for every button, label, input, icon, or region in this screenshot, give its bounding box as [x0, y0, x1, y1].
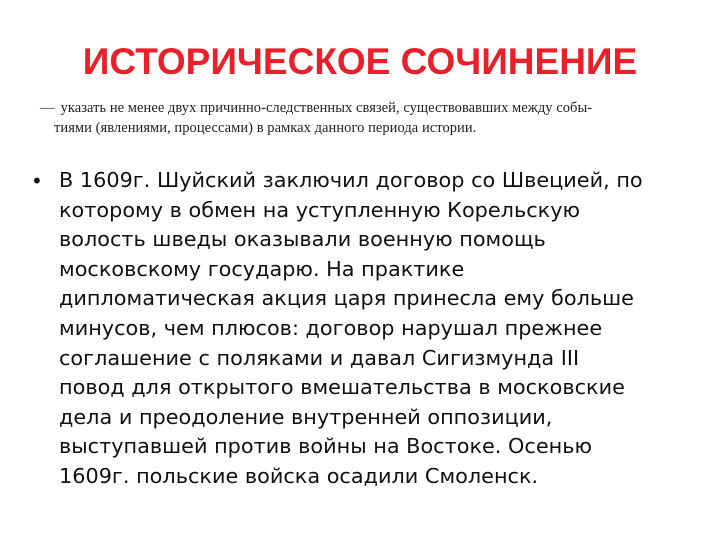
paragraph-line: дипломатическая акция царя принесла ему больше — [59, 286, 634, 311]
instruction-line-1 — [40, 98, 680, 118]
scanned-instruction — [40, 98, 680, 138]
paragraph-line: повод для открытого вмешательства в московские — [59, 375, 625, 400]
paragraph-text — [59, 166, 691, 492]
instruction-line-2: тиями (явлениями, процессами) в рамках данного периода истории. — [54, 120, 477, 136]
instruction-text-1: указать не менее двух причинно-следственных связей, существовавших между собы- — [60, 100, 593, 116]
bullet-icon: • — [31, 169, 43, 193]
paragraph-line: соглашение с поляками и давал Сигизмунда III — [59, 345, 580, 370]
instruction-dash: — — [40, 100, 55, 116]
bullet-paragraph — [31, 166, 691, 492]
paragraph-line: московскому государю. На практике — [59, 256, 465, 281]
paragraph-line: дела и преодоление внутренней оппозиции, — [59, 404, 553, 429]
paragraph-line: волость шведы оказывали военную помощь — [59, 227, 546, 252]
paragraph-line: выступавшей против войны на Востоке. Осенью — [59, 434, 592, 459]
paragraph-line: минусов, чем плюсов: договор нарушал прежнее — [59, 315, 603, 340]
paragraph-line: 1609г. польские войска осадили Смоленск. — [59, 463, 539, 488]
paragraph-line: которому в обмен на уступленную Корельскую — [59, 197, 581, 222]
slide-title: ИСТОРИЧЕСКОЕ СОЧИНЕНИЕ — [82, 41, 638, 82]
paragraph-line: В 1609г. Шуйский заключил договор со Швецией, по — [59, 168, 643, 192]
